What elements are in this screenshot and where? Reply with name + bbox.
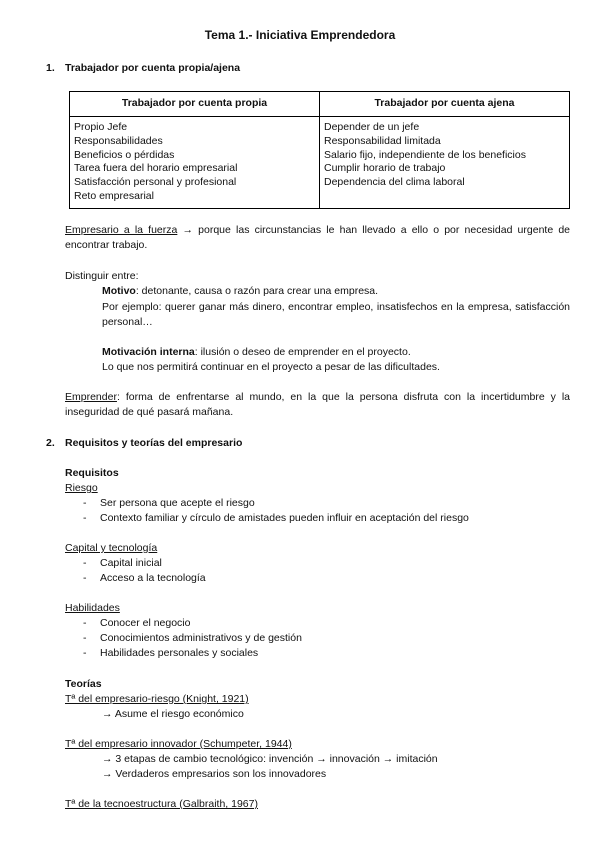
list-item: Depender de un jefe	[324, 121, 420, 133]
section-1-heading: Trabajador por cuenta propia/ajena	[65, 62, 241, 74]
habilidades-list	[65, 616, 570, 661]
motivo-paragraph	[102, 284, 570, 299]
list-item: - Ser persona que acepte el riesgo	[65, 496, 570, 511]
capital-list	[65, 556, 570, 586]
teoria-schumpeter-line-2: → Verdaderos empresarios son los innovadores	[102, 768, 327, 780]
motivacion-paragraph	[102, 345, 570, 360]
group-title-riesgo: Riesgo	[65, 482, 98, 494]
distinguir-label: Distinguir entre:	[65, 270, 139, 282]
empresario-paragraph	[65, 223, 570, 253]
motivo-text: : detonante, causa o razón para crear una empresa.	[135, 285, 379, 297]
list-item: Responsabilidad limitada	[324, 134, 441, 147]
teoria-schumpeter: Tª del empresario innovador (Schumpeter, 1944)	[65, 738, 292, 750]
section-1-number: 1.	[46, 62, 55, 74]
group-title-habilidades: Habilidades	[65, 602, 120, 614]
table-header-ajena: Trabajador por cuenta ajena	[320, 92, 570, 117]
list-item: Tarea fuera del horario empresarial	[74, 162, 238, 175]
teoria-schumpeter-line-1: → 3 etapas de cambio tecnológico: invención → innovación → imitación	[102, 753, 438, 765]
emprender-text: : forma de enfrentarse al mundo, en la que la persona disfruta con la incertidumbre y la inseguridad de qué pasará mañana.	[65, 391, 570, 418]
section-2-heading: Requisitos y teorías del empresario	[65, 437, 243, 449]
list-item: Propio Jefe	[74, 121, 128, 133]
empresario-term: Empresario a la fuerza	[65, 224, 178, 236]
teorias-title: Teorías	[65, 678, 102, 690]
ejemplo-paragraph: Por ejemplo: querer ganar más dinero, encontrar empleo, insatisfechos en la empresa, satisfacción personal…	[102, 301, 570, 328]
section-2-number: 2.	[46, 437, 55, 449]
table-cell-ajena	[320, 117, 570, 209]
table-header-propia: Trabajador por cuenta propia	[70, 92, 320, 117]
motivacion-text: : ilusión o deseo de emprender en el proyecto.	[194, 346, 411, 358]
list-item: - Capital inicial	[65, 556, 570, 571]
emprender-paragraph	[65, 390, 570, 420]
list-item: - Contexto familiar y círculo de amistades pueden influir en aceptación del riesgo	[65, 511, 570, 526]
teoria-galbraith: Tª de la tecnoestructura (Galbraith, 1967)	[65, 798, 258, 810]
list-item: - Conocer el negocio	[65, 616, 570, 631]
emprender-term: Emprender	[65, 391, 117, 403]
list-item: - Conocimientos administrativos y de gestión	[65, 631, 570, 646]
page-title: Tema 1.- Iniciativa Emprendedora	[204, 28, 396, 42]
list-item: Satisfacción personal y profesional	[74, 176, 237, 189]
list-item: Responsabilidades	[74, 134, 163, 147]
motivacion-term: Motivación interna	[102, 346, 195, 358]
list-item: Reto empresarial	[74, 189, 154, 202]
list-item: - Acceso a la tecnología	[65, 571, 570, 586]
riesgo-list	[65, 496, 570, 526]
requisitos-title: Requisitos	[65, 467, 119, 479]
list-item: - Habilidades personales y sociales	[65, 646, 570, 661]
list-item: Cumplir horario de trabajo	[324, 162, 446, 175]
list-item: Dependencia del clima laboral	[324, 176, 465, 189]
motivacion-line2: Lo que nos permitirá continuar en el proyecto a pesar de las dificultades.	[102, 361, 440, 373]
teoria-knight: Tª del empresario-riesgo (Knight, 1921)	[65, 693, 249, 705]
motivo-term: Motivo	[102, 285, 136, 297]
list-item: Salario fijo, independiente de los beneficios	[324, 148, 526, 161]
table-cell-propia	[70, 117, 320, 209]
comparison-table	[69, 91, 570, 209]
empresario-text: → porque las circunstancias le han llevado a ello o por necesidad urgente de encontrar trabajo.	[65, 224, 571, 251]
group-title-capital: Capital y tecnología	[65, 542, 158, 554]
teoria-knight-line: → Asume el riesgo económico	[102, 708, 244, 720]
list-item: Beneficios o pérdidas	[74, 148, 175, 161]
